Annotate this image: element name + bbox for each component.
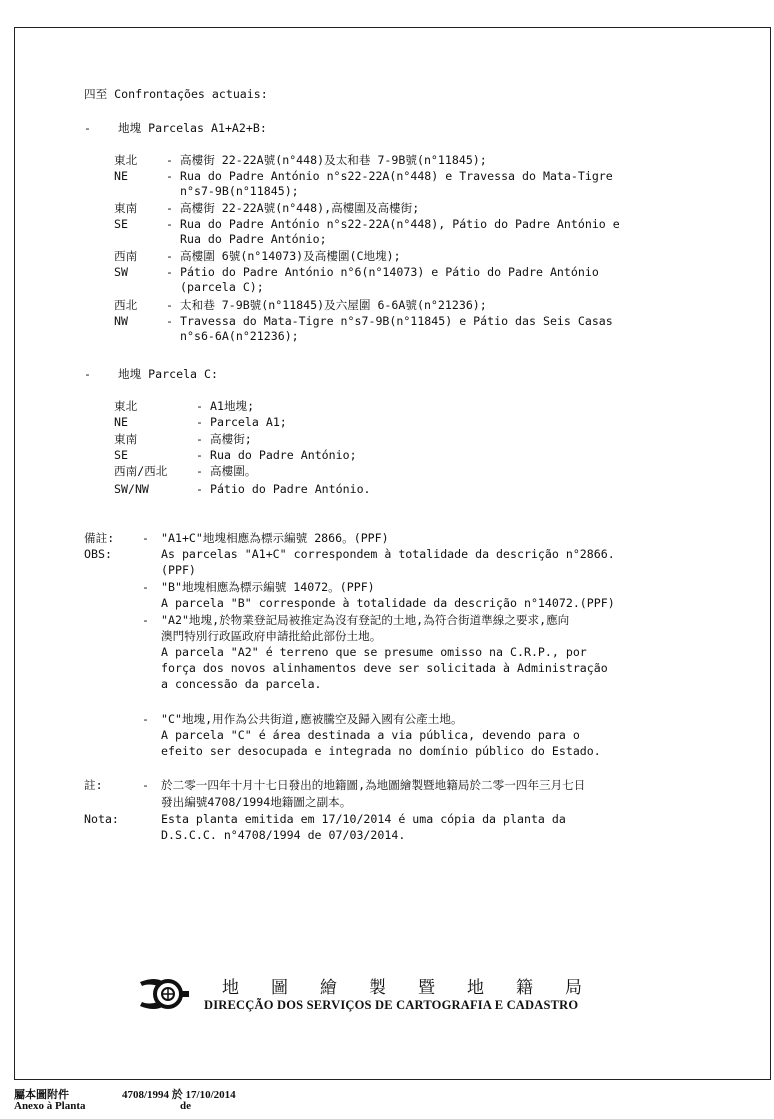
row-dash: -: [166, 249, 173, 263]
direction-label: 東北: [114, 153, 138, 167]
section2-dash: -: [84, 367, 91, 381]
row-dash: -: [196, 432, 203, 446]
row-dash: -: [196, 415, 203, 429]
note-label-cn: 註:: [84, 778, 103, 792]
footer-ref: 4708/1994 於 17/10/2014: [122, 1089, 236, 1101]
description-line: 太和巷 7-9B號(n°11845)及六屋圍 6-6A號(n°21236);: [180, 298, 487, 312]
description-line: n°s7-9B(n°11845);: [180, 184, 299, 198]
confrontations-heading: 四至 Confrontações actuais:: [84, 87, 268, 101]
direction-label: 東南: [114, 432, 138, 446]
description-text: Pátio do Padre António.: [210, 482, 371, 496]
obs-line: efeito ser desocupada e integrada no domínio público do Estado.: [161, 744, 601, 758]
direction-label: 西南/西北: [114, 464, 168, 478]
obs-dash: -: [142, 580, 149, 594]
description-line: n°s6-6A(n°21236);: [180, 329, 299, 343]
description-line: Rua do Padre António;: [180, 232, 327, 246]
row-dash: -: [196, 464, 203, 478]
row-dash: -: [166, 153, 173, 167]
row-dash: -: [196, 448, 203, 462]
obs-line: A parcela "C" é área destinada a via pública, devendo para o: [161, 728, 580, 742]
section1-title: 地塊 Parcelas A1+A2+B:: [118, 121, 267, 135]
description-text: 高樓圍。: [210, 464, 257, 478]
description-line: Travessa do Mata-Tigre n°s7-9B(n°11845) e Pátio das Seis Casas: [180, 314, 613, 328]
row-dash: -: [196, 482, 203, 496]
footer-de: de: [180, 1100, 191, 1112]
note-line: 發出編號4708/1994地籍圖之副本。: [161, 795, 352, 809]
direction-label: 西北: [114, 298, 138, 312]
obs-line: "A1+C"地塊相應為標示編號 2866。(PPF): [161, 531, 389, 545]
direction-label: 東南: [114, 201, 138, 215]
direction-label: SE: [114, 448, 128, 462]
obs-line: A parcela "B" corresponde à totalidade da descrição n°14072.(PPF): [161, 596, 615, 610]
description-line: Rua do Padre António n°s22-22A(n°448) e Travessa do Mata-Tigre: [180, 169, 613, 183]
footer-annex-cn: 屬本圖附件: [14, 1089, 69, 1101]
obs-line: As parcelas "A1+C" correspondem à totalidade da descrição n°2866.: [161, 547, 615, 561]
obs-dash: -: [142, 712, 149, 726]
dscc-name-pt: DIRECÇÃO DOS SERVIÇOS DE CARTOGRAFIA E CADASTRO: [204, 998, 579, 1012]
direction-label: SW: [114, 265, 128, 279]
obs-line: a concessão da parcela.: [161, 677, 322, 691]
row-dash: -: [196, 399, 203, 413]
description-line: 高樓圍 6號(n°14073)及高樓圍(C地塊);: [180, 249, 401, 263]
direction-label: SW/NW: [114, 482, 149, 496]
dscc-logo-block: [138, 970, 638, 1020]
obs-line: 澳門特別行政區政府申請批給此部份土地。: [161, 629, 382, 643]
direction-label: 西南: [114, 249, 138, 263]
description-line: 高樓街 22-22A號(n°448)及太和巷 7-9B號(n°11845);: [180, 153, 487, 167]
obs-line: (PPF): [161, 563, 196, 577]
direction-label: NW: [114, 314, 128, 328]
note-line: D.S.C.C. n°4708/1994 de 07/03/2014.: [161, 828, 406, 842]
dscc-name-cn: 地圖繪製暨地籍局: [222, 978, 614, 998]
obs-label-pt: OBS:: [84, 547, 112, 561]
direction-label: SE: [114, 217, 128, 231]
obs-line: "B"地塊相應為標示編號 14072。(PPF): [161, 580, 375, 594]
direction-label: 東北: [114, 399, 138, 413]
obs-label-cn: 備註:: [84, 531, 115, 545]
description-text: A1地塊;: [210, 399, 255, 413]
direction-label: NE: [114, 415, 128, 429]
row-dash: -: [166, 298, 173, 312]
section1-dash: -: [84, 121, 91, 135]
obs-line: força dos novos alinhamentos deve ser solicitada à Administração: [161, 661, 608, 675]
description-line: (parcela C);: [180, 280, 264, 294]
description-text: Rua do Padre António;: [210, 448, 357, 462]
row-dash: -: [166, 169, 173, 183]
section2-title: 地塊 Parcela C:: [118, 367, 218, 381]
row-dash: -: [166, 217, 173, 231]
row-dash: -: [166, 314, 173, 328]
description-line: Rua do Padre António n°s22-22A(n°448), Pátio do Padre António e: [180, 217, 620, 231]
note-line: Esta planta emitida em 17/10/2014 é uma cópia da planta da: [161, 812, 566, 826]
obs-line: A parcela "A2" é terreno que se presume omisso na C.R.P., por: [161, 645, 587, 659]
row-dash: -: [166, 201, 173, 215]
obs-line: "A2"地塊,於物業登記局被推定為沒有登記的土地,為符合街道準線之要求,應向: [161, 613, 570, 627]
direction-label: NE: [114, 169, 128, 183]
description-text: 高樓街;: [210, 432, 252, 446]
row-dash: -: [166, 265, 173, 279]
note-line: 於二零一四年十月十七日發出的地籍圖,為地圖繪製暨地籍局於二零一四年三月七日: [161, 778, 586, 792]
note-label-pt: Nota:: [84, 812, 119, 826]
description-line: 高樓街 22-22A號(n°448),高樓圍及高樓街;: [180, 201, 420, 215]
obs-dash: -: [142, 531, 149, 545]
note-dash: -: [142, 778, 149, 792]
description-line: Pátio do Padre António n°6(n°14073) e Pátio do Padre António: [180, 265, 599, 279]
obs-dash: -: [142, 613, 149, 627]
description-text: Parcela A1;: [210, 415, 287, 429]
obs-line: "C"地塊,用作為公共街道,應被騰空及歸入國有公產土地。: [161, 712, 463, 726]
dscc-emblem-icon: [138, 976, 190, 1012]
footer-annex-pt: Anexo à Planta: [14, 1100, 86, 1112]
